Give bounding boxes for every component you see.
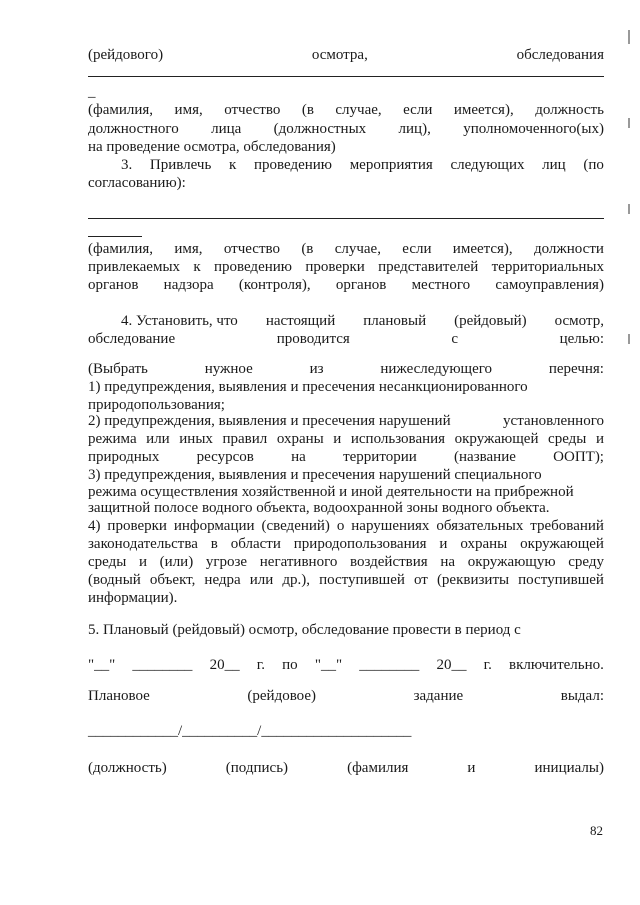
text-word: среду [568, 554, 604, 570]
purpose-4-line-4 [88, 572, 604, 589]
text-word: задание [413, 688, 464, 704]
date-month-blank: ________ [132, 657, 193, 673]
text-word: обязательных [436, 518, 524, 534]
text-word: лиц [542, 157, 566, 173]
text-word: среды [88, 554, 127, 570]
purpose-3-line-1: 3) предупреждения, выявления и пресечения нарушений специального [88, 467, 542, 483]
text-word: 2) предупреждения, выявления и пресечения нарушений [88, 413, 451, 429]
scan-edge-mark [628, 334, 630, 344]
purpose-3-line-3: защитной полосе водного объекта, водоохранной зоны водного объекта. [88, 500, 550, 516]
text-word: и [333, 431, 342, 447]
scan-edge-mark [628, 118, 630, 128]
text-word: или [249, 572, 274, 588]
text-word: в [210, 536, 218, 552]
text-word: имя, [174, 241, 203, 257]
text-word: охраны [460, 536, 508, 552]
text-word: плановый [363, 313, 427, 329]
date-year-blank: 20__ [436, 657, 467, 673]
date-year-blank: 20__ [209, 657, 240, 673]
text-word: (водный [88, 572, 141, 588]
signature-caption [88, 760, 604, 777]
text-word: (фамилия, [88, 102, 154, 118]
text-word: охраны [276, 431, 324, 447]
page-number: 82 [590, 823, 603, 838]
caption-official-line-3: на проведение осмотра, обследования) [88, 139, 336, 155]
text-word: или [146, 431, 170, 447]
date-day-blank: "__" [88, 657, 116, 673]
text-word: использования [350, 431, 446, 447]
text-word: следующих [450, 157, 525, 173]
text-word: (должностных [273, 121, 367, 137]
purpose-4-line-2 [88, 536, 604, 553]
text-word: выдал: [560, 688, 604, 704]
text-word: г. [483, 657, 492, 673]
text-word: уполномоченного(ых) [463, 121, 604, 137]
text-word: режима [88, 431, 137, 447]
text-word: должности [534, 241, 604, 257]
text-word: территориальных [491, 259, 604, 275]
text-word: осмотра, [311, 47, 368, 63]
text-word: др.), [282, 572, 311, 588]
text-word: целью: [559, 331, 604, 347]
scan-edge-mark [628, 204, 630, 214]
fill-line [88, 76, 604, 77]
text-word: отчество [223, 241, 280, 257]
text-word: требований [530, 518, 604, 534]
caption-participants-line-3 [88, 277, 604, 294]
text-word: и [595, 431, 604, 447]
text-word: органов [335, 277, 387, 293]
text-word: лица [211, 121, 242, 137]
signature-line: ____________/__________/____________________ [88, 723, 412, 739]
item-4-line-2 [88, 331, 604, 348]
text-word: имеется), [453, 102, 514, 118]
text-word: окружающей [520, 536, 604, 552]
text-word: г. [256, 657, 265, 673]
issued-by-line [88, 688, 604, 705]
caption-participants-line-1 [88, 241, 604, 258]
text-word: природных [88, 449, 160, 465]
text-word: 3. [121, 157, 133, 173]
text-word: (сведений) [261, 518, 330, 534]
text-word: (фамилия, [88, 241, 154, 257]
text-word: нарушениях [351, 518, 430, 534]
text-word: органов [88, 277, 139, 293]
text-word: из [309, 361, 324, 377]
purpose-4-line-1 [88, 518, 604, 535]
date-day-blank: "__" [314, 657, 343, 673]
text-word: нужное [204, 361, 253, 377]
item-5-dates [88, 657, 604, 674]
text-word: среды [548, 431, 587, 447]
text-word: (контроля), [238, 277, 311, 293]
text-word: ООПТ); [553, 449, 604, 465]
purpose-2-line-1 [88, 413, 604, 430]
text-word: перечня: [548, 361, 604, 377]
text-word: (или) [159, 554, 194, 570]
purpose-1-line-2: природопользования; [88, 397, 225, 413]
item-3-line-2: согласованию): [88, 175, 186, 191]
text-word: самоуправления) [495, 277, 604, 293]
text-word: иных [179, 431, 213, 447]
text-word: на [440, 554, 456, 570]
text-word: и [439, 536, 448, 552]
caption-official-line-1 [88, 102, 604, 119]
text-word: и [467, 760, 476, 776]
purposes-intro [88, 361, 604, 378]
text-word: имя, [174, 102, 203, 118]
text-word: должность [535, 102, 604, 118]
text-word: (рейдовый) [454, 313, 527, 329]
text-word: Плановое [88, 688, 150, 704]
text-word: (реквизиты [436, 572, 510, 588]
text-word: угрозе [205, 554, 248, 570]
text-word: (должность) [88, 760, 167, 776]
text-word: (подпись) [225, 760, 289, 776]
text-word: обследование [88, 331, 176, 347]
text-word: (Выбрать [88, 361, 148, 377]
scan-edge-mark [628, 30, 630, 44]
fill-line [88, 218, 604, 219]
text-word: негативного [259, 554, 338, 570]
text-word: с [451, 331, 459, 347]
text-word: окружающую [467, 554, 556, 570]
item-4-line-1 [121, 313, 604, 330]
text-word: поступившей [518, 572, 604, 588]
text-word: мероприятия [349, 157, 433, 173]
dash-mark: – [88, 89, 96, 105]
text-word: привлекаемых [88, 259, 181, 275]
text-word: должностного [88, 121, 179, 137]
text-word: случае, [335, 102, 382, 118]
text-word: нижеследующего [380, 361, 493, 377]
text-word: (название [454, 449, 516, 465]
text-word: отчество [224, 102, 281, 118]
text-word: лиц), [398, 121, 431, 137]
text-word: инициалы) [534, 760, 604, 776]
text-word: территории [343, 449, 417, 465]
text-word: установленного [503, 413, 604, 429]
text-word: о [336, 518, 345, 534]
text-word: надзора [163, 277, 214, 293]
text-word: от [414, 572, 428, 588]
text-word: (в [301, 102, 314, 118]
purpose-4-line-5: информации). [88, 590, 178, 606]
text-word: поступившей [319, 572, 405, 588]
text-word: законодательства [88, 536, 198, 552]
caption-participants-line-2 [88, 259, 604, 276]
text-word: 4. Установить, что [121, 313, 238, 329]
text-word: области [230, 536, 281, 552]
text-word: проведению [253, 157, 333, 173]
text-word: (рейдовое) [247, 688, 317, 704]
text-word: имеется), [452, 241, 513, 257]
fill-line-short [88, 236, 142, 237]
text-word: обследования [516, 47, 604, 63]
text-word: осмотр, [554, 313, 604, 329]
text-word: (по [583, 157, 604, 173]
text-word: объект, [149, 572, 196, 588]
line-inspection-type [88, 47, 604, 64]
item-3-line-1 [121, 157, 604, 174]
caption-official-line-2 [88, 121, 604, 138]
text-word: проверки [305, 259, 365, 275]
text-word: ресурсов [196, 449, 254, 465]
text-word: воздействия [350, 554, 428, 570]
text-word: включительно. [509, 657, 604, 673]
text-word: настоящий [265, 313, 336, 329]
text-word: представителей [378, 259, 479, 275]
text-word: природопользования [293, 536, 427, 552]
text-word: местного [411, 277, 471, 293]
text-word: если [403, 102, 433, 118]
text-word: к [229, 157, 237, 173]
date-month-blank: ________ [359, 657, 420, 673]
text-word: к [193, 259, 201, 275]
text-word: проверки [107, 518, 167, 534]
item-5-line-1: 5. Плановый (рейдовый) осмотр, обследование провести в период с [88, 622, 521, 638]
text-word: информации [173, 518, 255, 534]
text-word: Привлечь [149, 157, 212, 173]
text-word: проводится [276, 331, 350, 347]
text-word: и [138, 554, 148, 570]
purpose-2-line-2 [88, 431, 604, 448]
purpose-3-line-2: режима осуществления хозяйственной и иной деятельности на прибрежной [88, 484, 574, 500]
text-word: недра [204, 572, 241, 588]
text-word: правил [222, 431, 268, 447]
text-word: по [282, 657, 298, 673]
text-word: на [291, 449, 306, 465]
text-word: проведению [213, 259, 292, 275]
text-word: (рейдового) [88, 47, 164, 63]
text-word: случае, [334, 241, 381, 257]
text-word: (в [301, 241, 314, 257]
text-word: 4) [88, 518, 101, 534]
text-word: (фамилия [347, 760, 409, 776]
text-word: если [402, 241, 432, 257]
text-word: окружающей [454, 431, 539, 447]
purpose-2-line-3 [88, 449, 604, 466]
purpose-4-line-3 [88, 554, 604, 571]
purpose-1-line-1: 1) предупреждения, выявления и пресечения несанкционированного [88, 379, 528, 395]
